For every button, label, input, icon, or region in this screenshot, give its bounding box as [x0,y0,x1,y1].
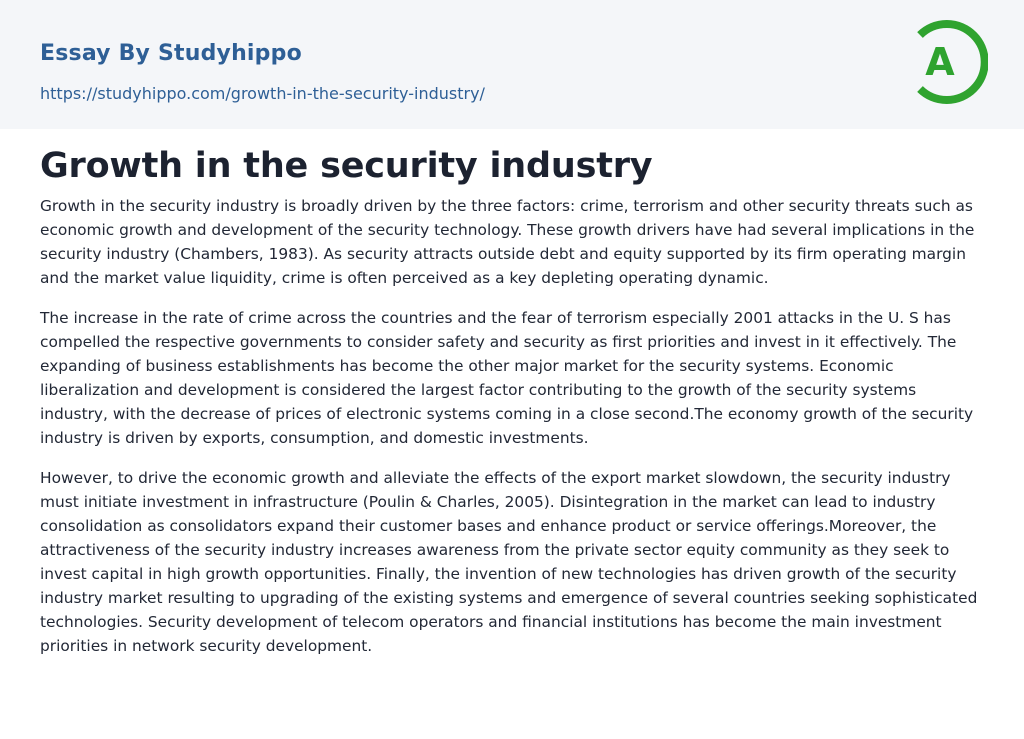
article-body [40,194,984,674]
paragraph-3: However, to drive the economic growth and alleviate the effects of the export market slowdown, the security industry must initiate investment in infrastructure (Poulin & Charles, 2005). Disintegration in the market can lead to industry consolidation as consolidators expand their customer bases and enhance product or service offerings.Moreover, the attractiveness of the security industry increases awareness from the private sector equity community as they seek to invest capital in high growth opportunities. Finally, the invention of new technologies has driven growth of the security industry market resulting to upgrading of the existing systems and emergence of several countries seeking sophisticated technologies. Security development of telecom operators and financial institutions has become the main investment priorities in network security development. [40,469,978,655]
paragraph-1: Growth in the security industry is broadly driven by the three factors: crime, terrorism and other security threats such as economic growth and development of the security technology. These growth drivers have had several implications in the security industry (Chambers, 1983). As security attracts outside debt and equity supported by its firm operating margin and the market value liquidity, crime is often perceived as a key depleting operating dynamic. [40,197,975,287]
page-header [0,0,1024,129]
page-title: Growth in the security industry [40,146,653,186]
paragraph-2: The increase in the rate of crime across the countries and the fear of terrorism especially 2001 attacks in the U. S has compelled the respective governments to consider safety and security as first priorities and invest in it effectively. The expanding of business establishments has become the other major market for the security systems. Economic liberalization and development is considered the largest factor contributing to the growth of the security systems industry, with the decrease of prices of electronic systems coming in a close second.The economy growth of the security industry is driven by exports, consumption, and domestic investments. [40,309,974,447]
studyhippo-logo-icon[interactable] [910,17,988,107]
source-url-link[interactable]: https://studyhippo.com/growth-in-the-security-industry/ [40,84,485,103]
brand-title: Essay By Studyhippo [40,41,302,66]
logo-letter: A [925,40,955,84]
